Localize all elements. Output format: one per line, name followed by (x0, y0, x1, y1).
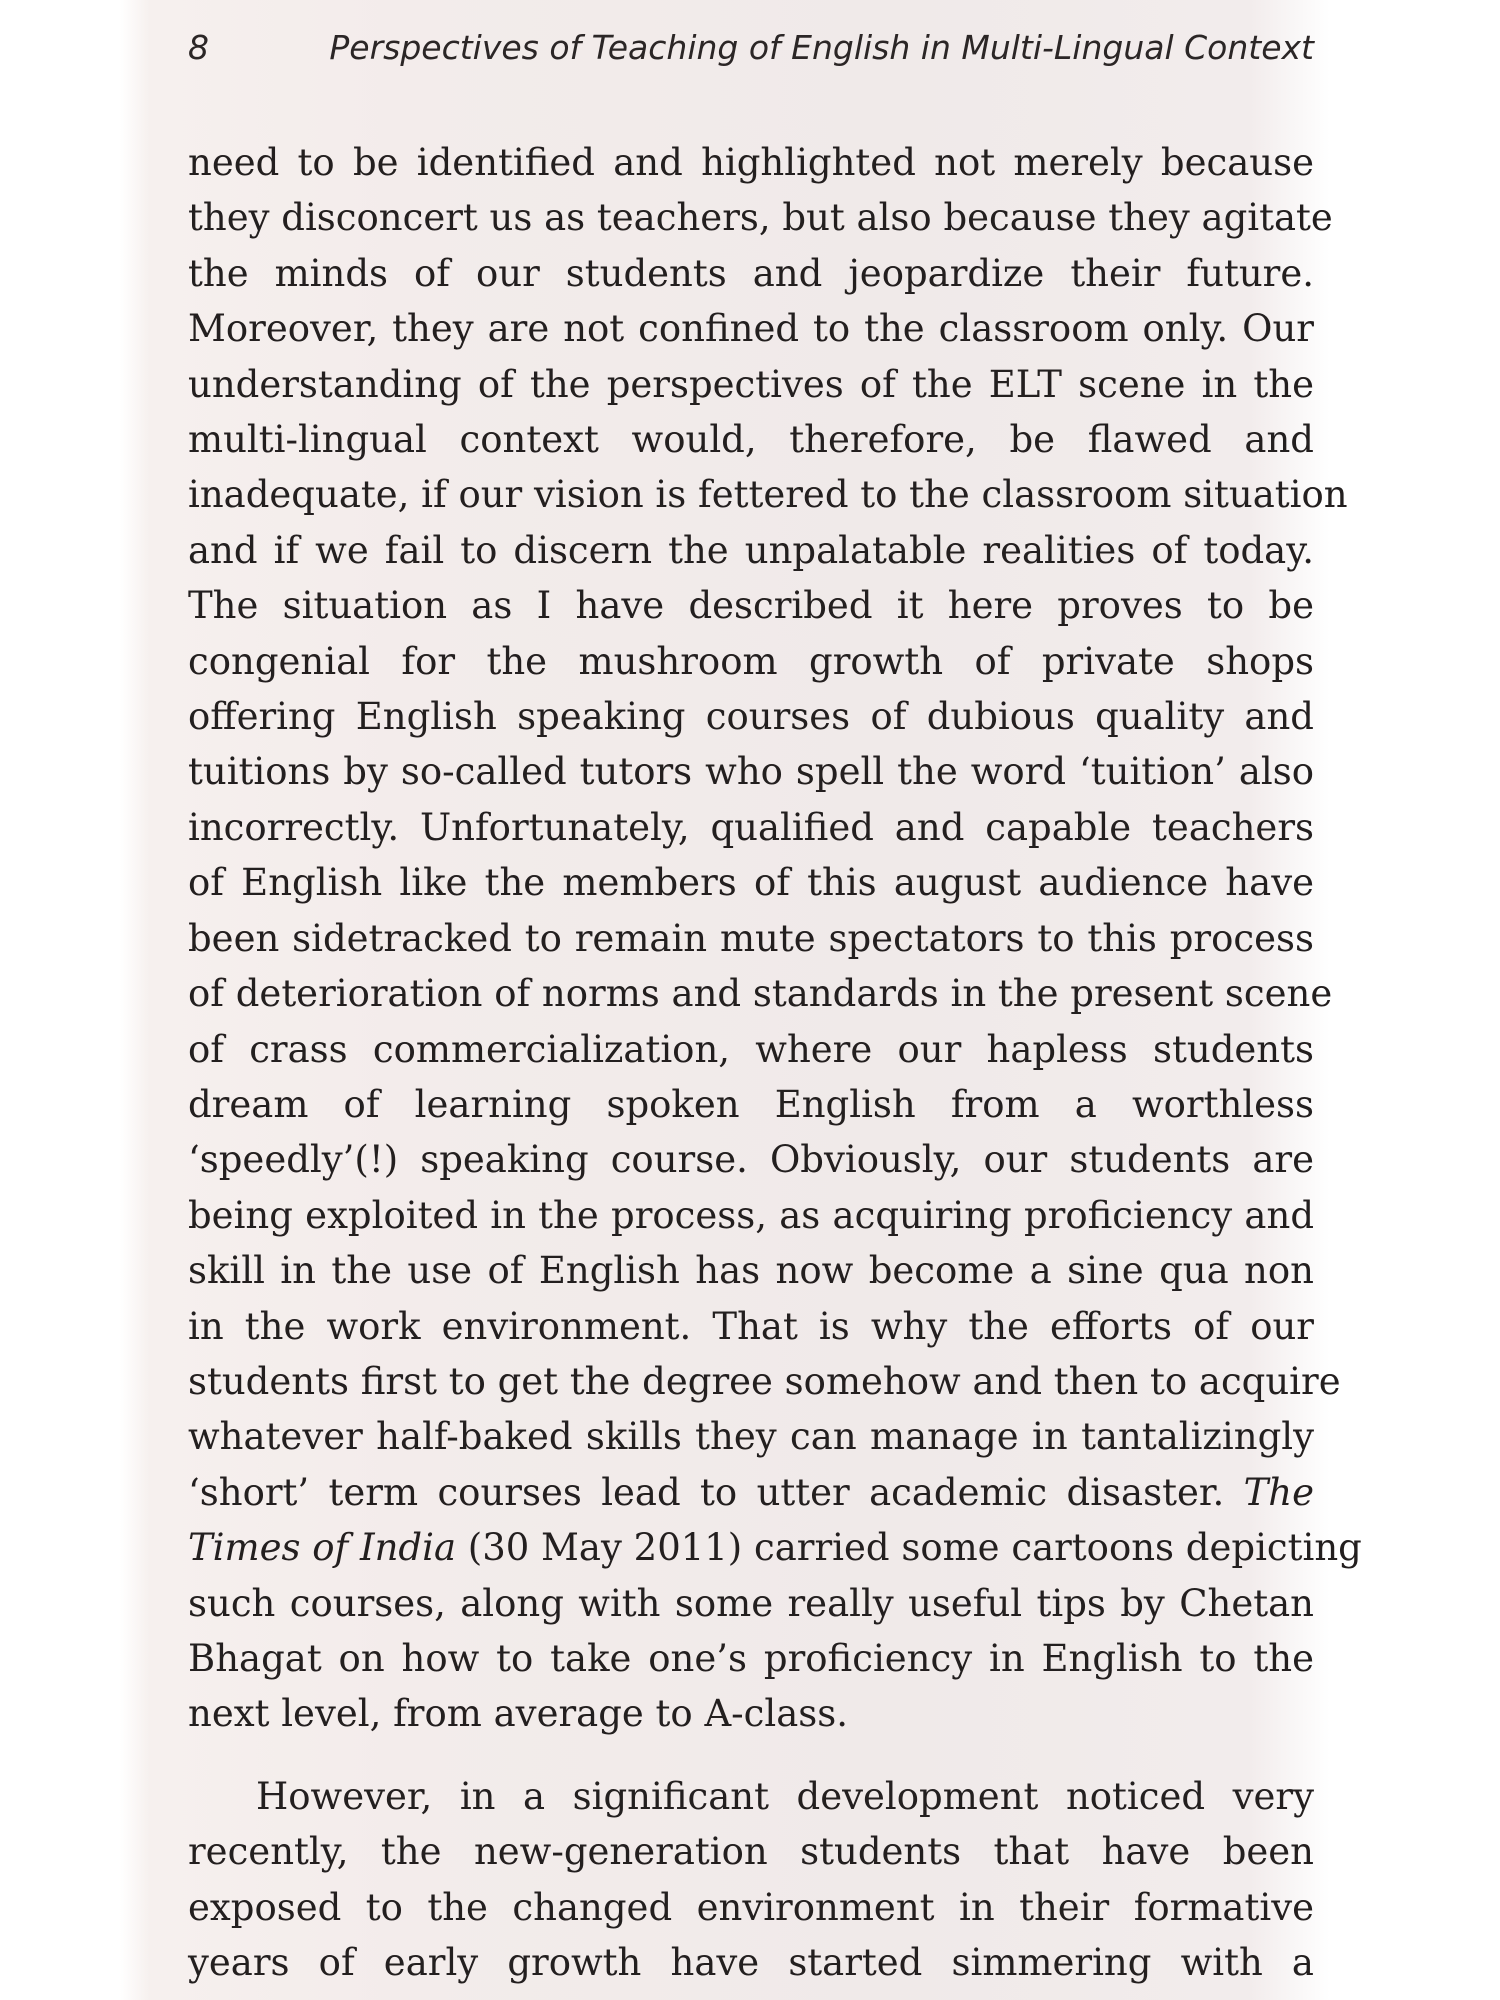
text-line: The situation as I have described it here proves to be (188, 584, 1314, 628)
text-line: of English like the members of this august audience have (188, 861, 1314, 905)
text-line: recently, the new-generation students that have been (188, 1830, 1314, 1874)
text-line: students first to get the degree somehow and then to acquire (188, 1359, 1341, 1403)
body-text (188, 135, 1362, 1990)
text-line (188, 1520, 1362, 1575)
text-line: Moreover, they are not confined to the classroom only. Our (188, 307, 1314, 351)
text-line: multi-lingual context would, therefore, be flawed and (188, 418, 1314, 462)
text-line: in the work environment. That is why the efforts of our (188, 1304, 1314, 1348)
text-line: inadequate, if our vision is fettered to the classroom situation (188, 473, 1348, 517)
text-line (188, 1465, 1314, 1520)
newspaper-title: Times of India (188, 1526, 456, 1570)
running-title: Perspectives of Teaching of English in Multi-Lingual Context (329, 28, 1314, 67)
text-line: years of early growth have started simmering with a (188, 1941, 1314, 1984)
text-line: congenial for the mushroom growth of private shops (188, 639, 1314, 683)
text-line: of deterioration of norms and standards in the present scene (188, 972, 1333, 1016)
text-line: ‘speedly’(!) speaking course. Obviously, our students are (188, 1138, 1314, 1182)
page-number: 8 (188, 28, 209, 67)
text-line: such courses, along with some really useful tips by Chetan (188, 1581, 1314, 1625)
text-line: dream of learning spoken English from a worthless (188, 1082, 1314, 1126)
paragraph-1 (188, 135, 1362, 1742)
text-line: next level, from average to A-class. (188, 1692, 849, 1736)
text-line: incorrectly. Unfortunately, qualified and capable teachers (188, 805, 1314, 849)
newspaper-title-part: The (1243, 1470, 1314, 1514)
text-segment: (30 May 2011) carried some cartoons depicting (456, 1526, 1362, 1570)
text-segment: ‘short’ term courses lead to utter academic disaster. (188, 1470, 1244, 1514)
text-line: skill in the use of English has now become a sine qua non (188, 1249, 1314, 1293)
text-line: need to be identified and highlighted not merely because (188, 141, 1314, 184)
text-line: exposed to the changed environment in their formative (188, 1885, 1314, 1929)
text-line: they disconcert us as teachers, but also because they agitate (188, 196, 1333, 240)
page-header (188, 28, 1314, 76)
text-line: offering English speaking courses of dubious quality and (188, 695, 1314, 739)
text-line: understanding of the perspectives of the ELT scene in the (188, 362, 1314, 406)
text-line: and if we fail to discern the unpalatable realities of today. (188, 528, 1314, 572)
text-line: the minds of our students and jeopardize their future. (188, 251, 1314, 295)
text-line: tuitions by so-called tutors who spell the word ‘tuition’ also (188, 750, 1314, 794)
text-line: being exploited in the process, as acquiring proficiency and (188, 1193, 1314, 1237)
text-line: been sidetracked to remain mute spectators to this process (188, 916, 1314, 960)
paragraph-2 (188, 1769, 1314, 1991)
text-line: However, in a significant development noticed very (256, 1774, 1314, 1818)
text-line: of crass commercialization, where our hapless students (188, 1027, 1314, 1071)
text-line: Bhagat on how to take one’s proficiency in English to the (188, 1636, 1314, 1680)
text-line: whatever half-baked skills they can manage in tantalizingly (188, 1415, 1314, 1459)
